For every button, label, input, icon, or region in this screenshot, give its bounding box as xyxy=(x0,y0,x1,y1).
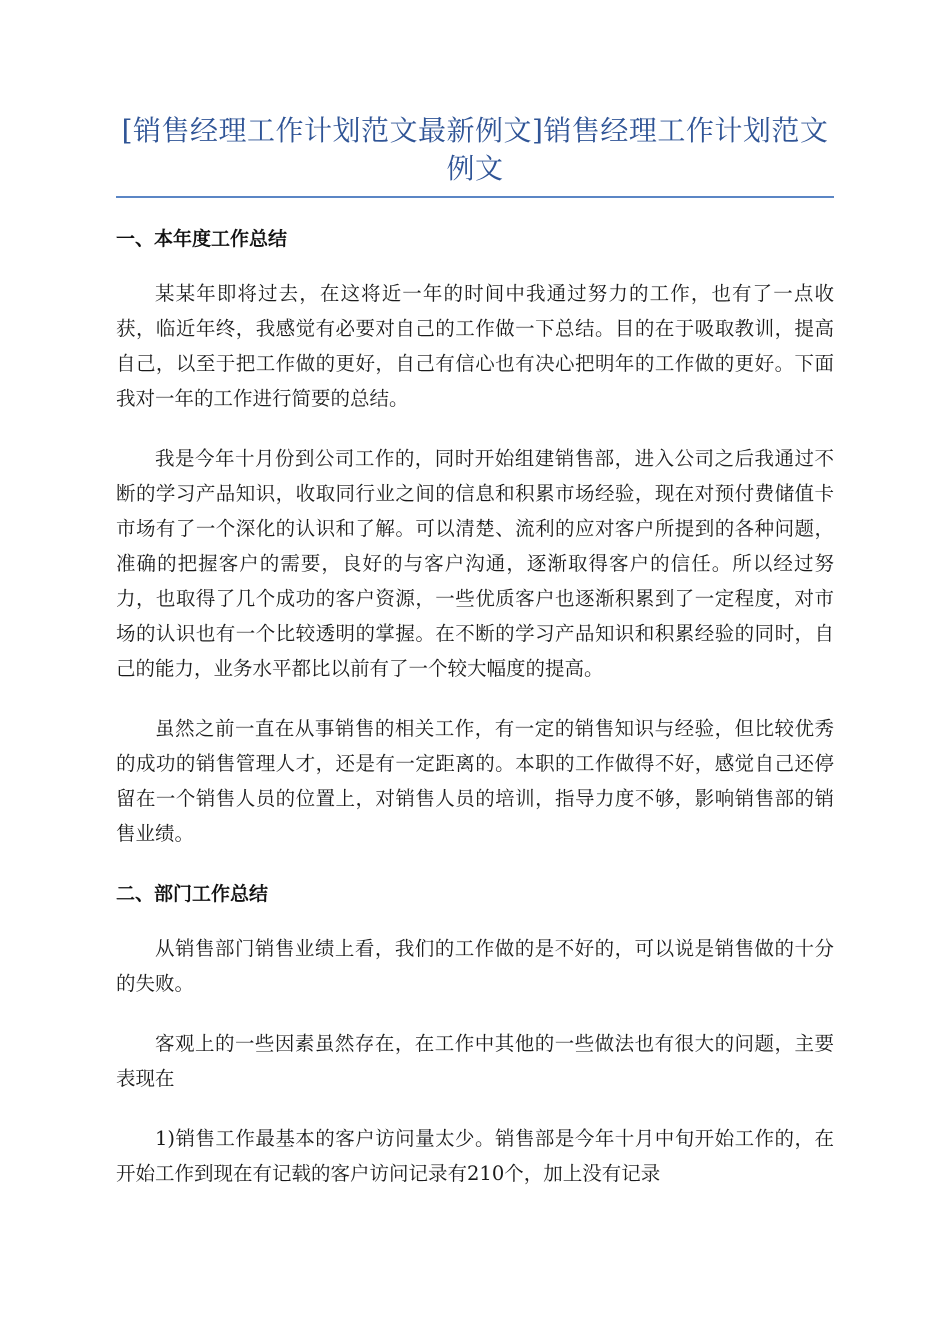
section-1-paragraph-1: 某某年即将过去，在这将近一年的时间中我通过努力的工作，也有了一点收获，临近年终，我感觉有必要对自己的工作做一下总结。目的在于吸取教训，提高自己，以至于把工作做的更好，自己有信心也有决心把明年的工作做的更好。下面我对一年的工作进行简要的总结。 xyxy=(116,282,834,410)
section-2-paragraph-3: 1)销售工作最基本的客户访问量太少。销售部是今年十月中旬开始工作的，在开始工作到现在有记载的客户访问记录有210个，加上没有记录 xyxy=(116,1127,834,1185)
section-heading-1: 一、本年度工作总结 xyxy=(116,228,288,250)
document-page xyxy=(116,112,834,1191)
document-title: [销售经理工作计划范文最新例文]销售经理工作计划范文例文 xyxy=(121,114,829,185)
section-heading-2: 二、部门工作总结 xyxy=(116,883,269,905)
section-1-paragraph-2: 我是今年十月份到公司工作的，同时开始组建销售部，进入公司之后我通过不断的学习产品知识，收取同行业之间的信息和积累市场经验，现在对预付费储值卡市场有了一个深化的认识和了解。可以清楚、流利的应对客户所提到的各种问题，准确的把握客户的需要，良好的与客户沟通，逐渐取得客户的信任。所以经过努力，也取得了几个成功的客户资源，一些优质客户也逐渐积累到了一定程度，对市场的认识也有一个比较透明的掌握。在不断的学习产品知识和积累经验的同时，自己的能力，业务水平都比以前有了一个较大幅度的提高。 xyxy=(116,447,834,680)
section-1-paragraph-3: 虽然之前一直在从事销售的相关工作，有一定的销售知识与经验，但比较优秀的成功的销售管理人才，还是有一定距离的。本职的工作做得不好，感觉自己还停留在一个销售人员的位置上，对销售人员的培训，指导力度不够，影响销售部的销售业绩。 xyxy=(116,717,834,845)
section-2-paragraph-1: 从销售部门销售业绩上看，我们的工作做的是不好的，可以说是销售做的十分的失败。 xyxy=(116,937,834,995)
title-underline xyxy=(116,196,834,198)
section-2-paragraph-2: 客观上的一些因素虽然存在，在工作中其他的一些做法也有很大的问题，主要表现在 xyxy=(116,1032,834,1090)
